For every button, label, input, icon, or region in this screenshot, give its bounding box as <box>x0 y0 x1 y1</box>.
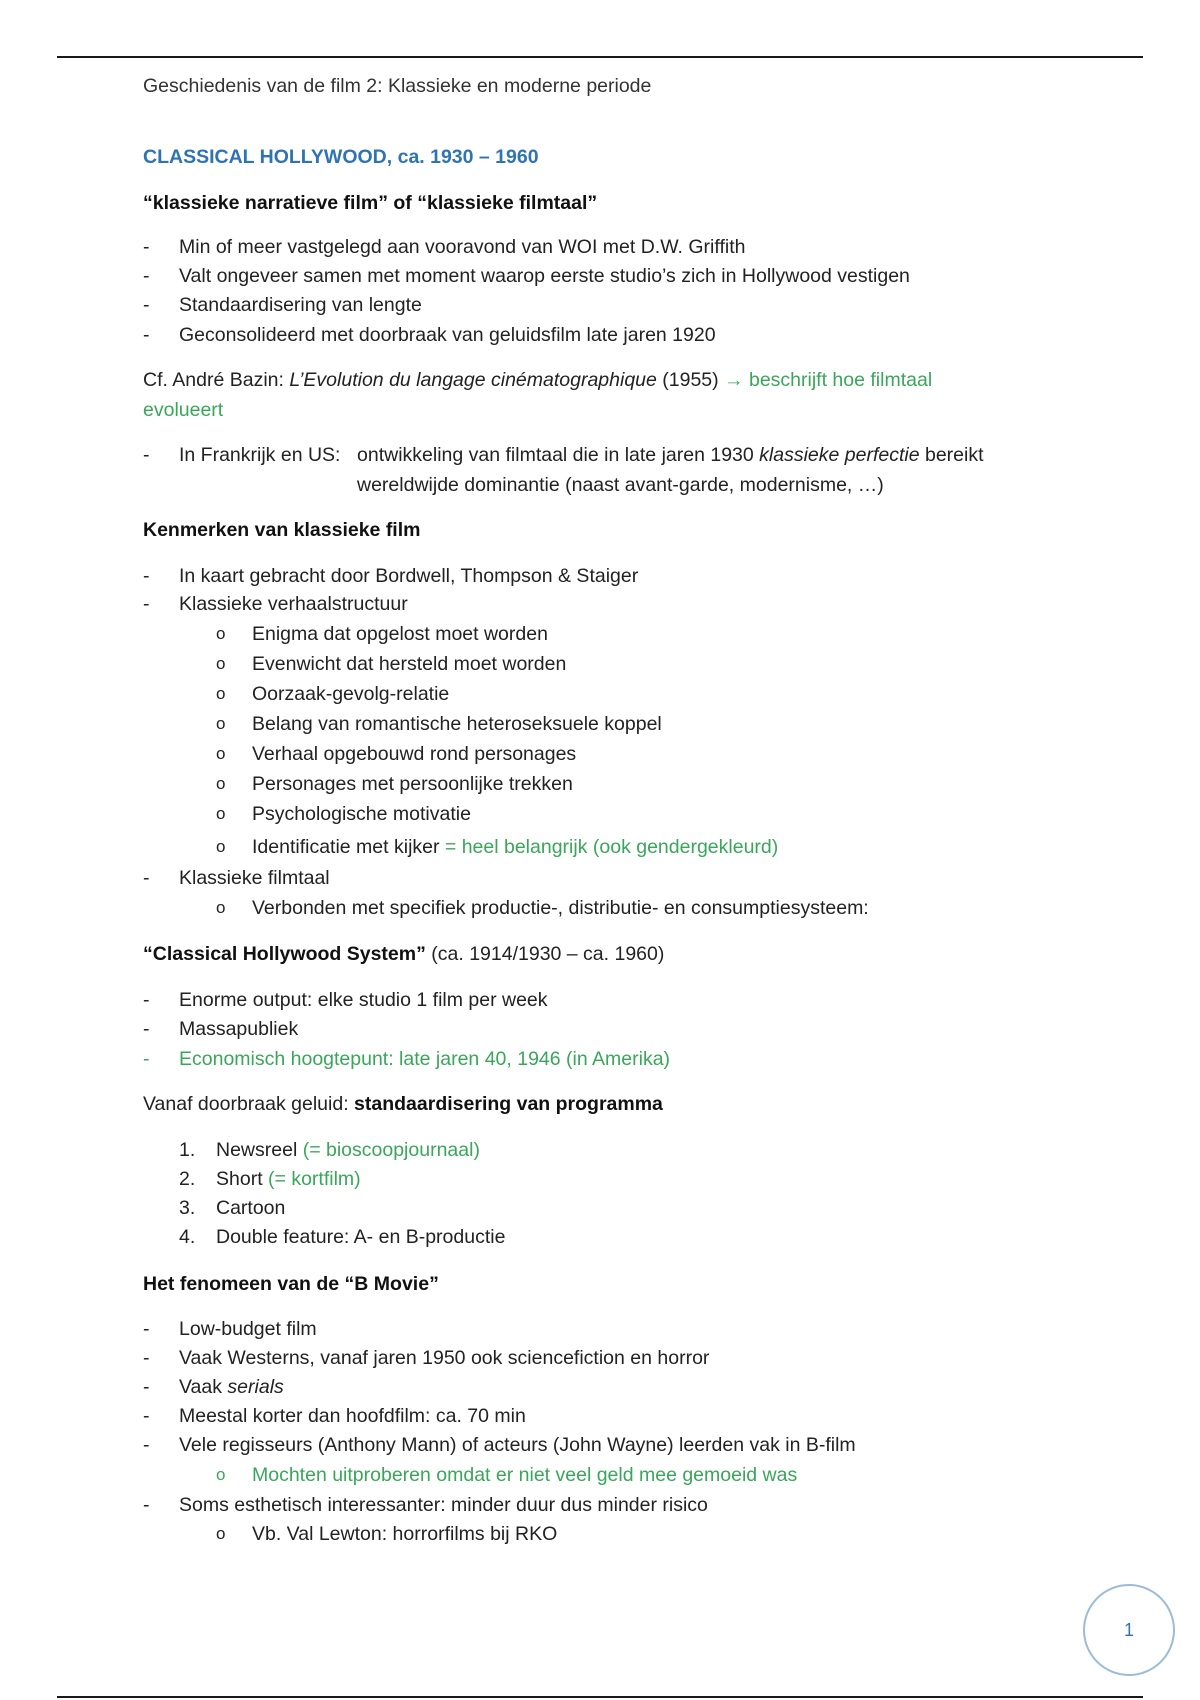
programma-intro: Vanaf doorbraak geluid: standaardisering van programma <box>143 1093 663 1115</box>
circle-bullet: o <box>216 1465 226 1484</box>
dash-bullet: - <box>143 294 150 316</box>
circle-bullet: o <box>216 654 226 673</box>
heading-kenmerken: Kenmerken van klassieke film <box>143 519 421 541</box>
dash-bullet: - <box>143 989 150 1011</box>
dash-bullet: - <box>143 1048 150 1070</box>
document-header: Geschiedenis van de film 2: Klassieke en moderne periode <box>143 75 652 97</box>
dash-bullet: - <box>143 324 150 346</box>
dash-bullet: - <box>143 1434 150 1456</box>
dash-bullet: - <box>143 444 150 466</box>
circle-bullet: o <box>216 804 226 823</box>
frankrijk-continued: wereldwijde dominantie (naast avant-garde, modernisme, …) <box>357 474 884 496</box>
dash-bullet: - <box>143 1494 150 1516</box>
dash-bullet: - <box>143 593 150 615</box>
circle-bullet: o <box>216 837 226 856</box>
circle-bullet: o <box>216 684 226 703</box>
circle-bullet: o <box>216 714 226 733</box>
heading-klassieke-narratieve: “klassieke narratieve film” of “klassieke filmtaal” <box>143 192 598 214</box>
heading-b-movie: Het fenomeen van de “B Movie” <box>143 1273 439 1295</box>
heading-classical-hollywood-system: “Classical Hollywood System” (ca. 1914/1930 – ca. 1960) <box>143 943 665 965</box>
dash-bullet: - <box>143 1405 150 1427</box>
dash-bullet: - <box>143 1376 150 1398</box>
dash-bullet: - <box>143 1018 150 1040</box>
section-title: CLASSICAL HOLLYWOOD, ca. 1930 – 1960 <box>143 146 539 168</box>
bazin-reference: Cf. André Bazin: L’Evolution du langage cinématographique (1955) → beschrijft hoe filmtaal <box>143 369 933 391</box>
dash-bullet: - <box>143 867 150 889</box>
top-rule <box>57 56 1143 58</box>
dash-bullet: - <box>143 236 150 258</box>
circle-bullet: o <box>216 744 226 763</box>
bazin-reference-continued: evolueert <box>143 399 224 421</box>
dash-bullet: - <box>143 1347 150 1369</box>
dash-bullet: - <box>143 565 150 587</box>
circle-bullet: o <box>216 898 226 917</box>
dash-bullet: - <box>143 1318 150 1340</box>
dash-bullet: - <box>143 265 150 287</box>
bottom-rule <box>57 1696 1143 1698</box>
circle-bullet: o <box>216 624 226 643</box>
circle-bullet: o <box>216 1524 226 1543</box>
page-number: 1 <box>1083 1584 1175 1676</box>
circle-bullet: o <box>216 774 226 793</box>
